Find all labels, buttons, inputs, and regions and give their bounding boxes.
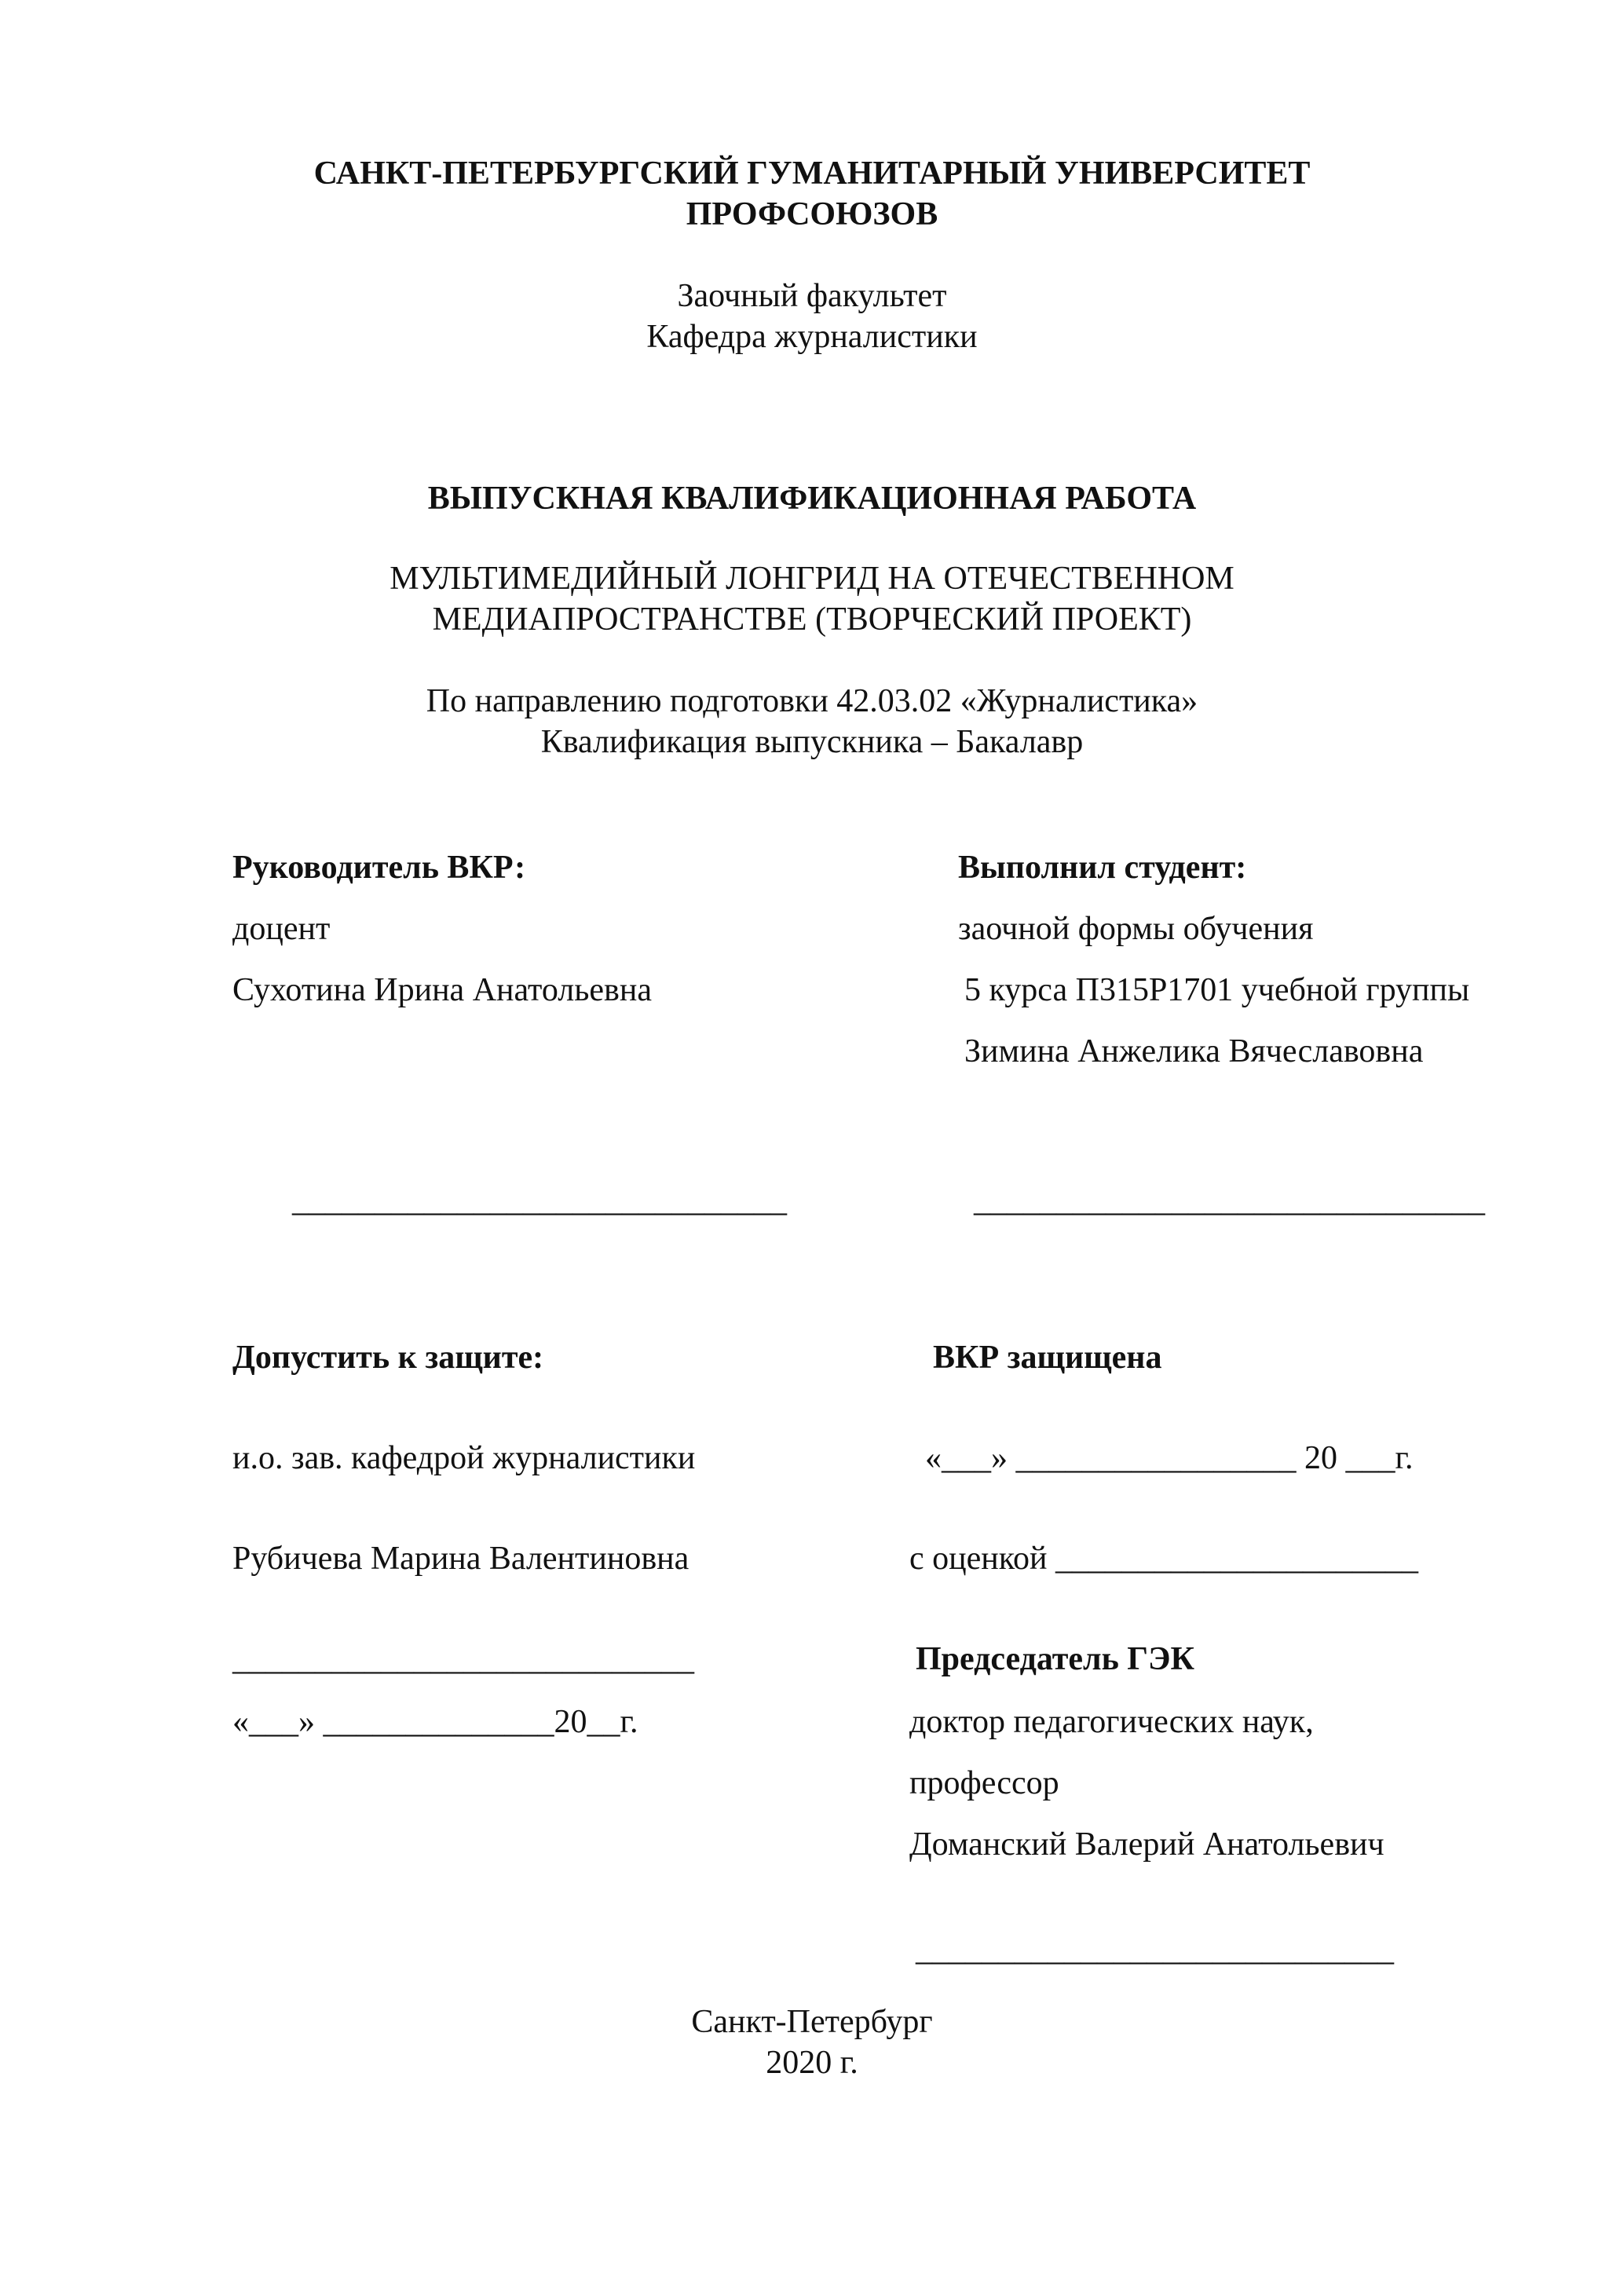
student-signature-line: _______________________________: [974, 1183, 1485, 1219]
student-heading: Выполнил студент:: [958, 850, 1247, 886]
defense-date-line: «___» _________________ 20 ___г.: [925, 1440, 1414, 1476]
admission-heading: Допустить к защите:: [232, 1340, 544, 1376]
work-title-line2: МЕДИАПРОСТРАНСТВЕ (ТВОРЧЕСКИЙ ПРОЕКТ): [432, 601, 1192, 638]
student-group: 5 курса П315Р1701 учебной группы: [964, 972, 1470, 1008]
supervisor-heading: Руководитель ВКР:: [232, 850, 526, 886]
chair-name: Доманский Валерий Анатольевич: [909, 1826, 1384, 1863]
work-type: ВЫПУСКНАЯ КВАЛИФИКАЦИОННАЯ РАБОТА: [427, 481, 1197, 517]
footer-year: 2020 г.: [766, 2045, 858, 2081]
defense-heading: ВКР защищена: [933, 1340, 1162, 1376]
study-direction: По направлению подготовки 42.03.02 «Журналистика»: [426, 683, 1198, 719]
defense-grade-line: с оценкой ______________________: [909, 1541, 1418, 1577]
supervisor-signature-line: ______________________________: [292, 1183, 787, 1219]
chair-signature-line: _____________________________: [916, 1932, 1394, 1968]
student-name: Зимина Анжелика Вячеславовна: [964, 1033, 1424, 1069]
chair-heading: Председатель ГЭК: [916, 1641, 1194, 1677]
qualification: Квалификация выпускника – Бакалавр: [540, 724, 1084, 760]
admission-signature-line: ____________________________: [232, 1641, 694, 1677]
university-name-line2: ПРОФСОЮЗОВ: [686, 196, 938, 232]
chair-title: профессор: [909, 1765, 1059, 1801]
supervisor-position: доцент: [232, 911, 331, 947]
work-title-line1: МУЛЬТИМЕДИЙНЫЙ ЛОНГРИД НА ОТЕЧЕСТВЕННОМ: [390, 561, 1234, 597]
chair-degree: доктор педагогических наук,: [909, 1704, 1314, 1740]
admission-name: Рубичева Марина Валентиновна: [232, 1541, 689, 1577]
department: Кафедра журналистики: [646, 319, 978, 355]
supervisor-name: Сухотина Ирина Анатольевна: [232, 972, 653, 1008]
university-name-line1: САНКТ-ПЕТЕРБУРГСКИЙ ГУМАНИТАРНЫЙ УНИВЕРСИТЕТ: [313, 155, 1311, 192]
student-study-form: заочной формы обучения: [958, 911, 1314, 947]
admission-position: и.о. зав. кафедрой журналистики: [232, 1440, 696, 1476]
faculty: Заочный факультет: [677, 278, 947, 314]
admission-date-line: «___» ______________20__г.: [232, 1704, 638, 1740]
footer-city: Санкт-Петербург: [691, 2004, 933, 2040]
